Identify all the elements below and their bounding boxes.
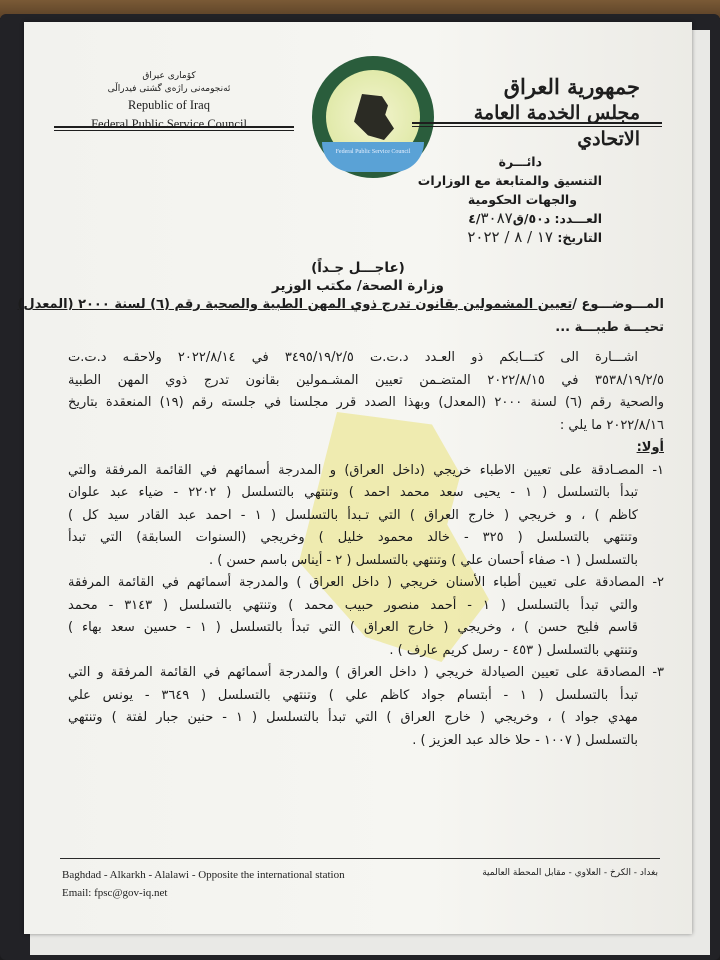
date-label: التاريخ: bbox=[557, 230, 602, 245]
item-1-line: تبدأ بالتسلسل ( ١ - يحيى سعد محمد احمد ) وتنتهي بالتسلسل ( ٢٢٠٢ - ضياء عبد علوان bbox=[68, 485, 638, 500]
english-line-1: Republic of Iraq bbox=[128, 98, 210, 112]
english-letterhead bbox=[84, 70, 254, 134]
arabic-letterhead bbox=[430, 74, 640, 152]
item-2-line: ٢- المصادقة على تعيين أطباء الأسنان خريجي ( داخل العراق ) والمدرجة أسمائهم في القائمة المرفقة bbox=[68, 575, 664, 590]
item-1-line: بالتسلسل ( ١- صفاء أحسان علي ) وتنتهي بالتسلسل ( ٢ - أيناس باسم حسن ) . bbox=[208, 552, 638, 568]
greeting: تحيـــة طيبـــة ... bbox=[555, 319, 664, 335]
department-block bbox=[342, 152, 602, 247]
subject-label: المـــوضـــوع / bbox=[572, 297, 664, 312]
item-2-line: والتي تبدأ بالتسلسل ( ١ - أحمد منصور حبيب محمد ) وتنتهي بالتسلسل ( ٣١٤٣ - محمد bbox=[68, 597, 639, 613]
letter-page bbox=[17, 22, 692, 934]
subject-line bbox=[17, 294, 664, 317]
paragraph-line: ٢٠٢٢/٨/١٦ ما يلي : bbox=[559, 417, 664, 433]
logo-band: Federal Public Service Council bbox=[322, 142, 424, 172]
urgent-label: (عاجـــل جـداً) bbox=[311, 260, 405, 276]
arabic-line-2: مجلس الخدمة العامة الاتحادي bbox=[473, 102, 640, 150]
item-3-line: بالتسلسل ( ١٠٠٧ - حلا خالد عبد العزيز ) . bbox=[412, 732, 638, 748]
kurdish-line-1: كۆمارى عيراق bbox=[142, 71, 196, 81]
footer-english bbox=[62, 866, 345, 902]
department-label: دائـــرة bbox=[498, 154, 542, 169]
recipient: وزارة الصحة/ مكتب الوزير bbox=[272, 278, 444, 294]
item-3-line: ٣- المصادقة على تعيين الصيادلة خريجي ( داخل العراق ) والمدرجة أسمائهم في القائمة المرفقة و التي bbox=[68, 665, 664, 680]
item-3-line: تبدأ بالتسلسل ( ١ - أبتسام جواد كاظم علي ) وتنتهي بالتسلسل ( ٣٦٤٩ - يونس علي bbox=[68, 687, 638, 703]
footer-email: Email: fpsc@gov-iq.net bbox=[62, 887, 168, 899]
letter-body bbox=[17, 294, 664, 752]
kurdish-line-2: ئەنجومەنى راژەى گشتى فیدراڵى bbox=[107, 84, 231, 94]
section-heading: أولا: bbox=[636, 440, 664, 455]
footer-address: Baghdad - Alkarkh - Alalawi - Opposite the international station bbox=[62, 869, 345, 881]
subject-text: تعيين المشمولين بقانون تدرج ذوي المهن الطبية والصحية رقم (٦) لسنة ٢٠٠٠ (المعدل) bbox=[17, 297, 573, 312]
paragraph-line: والصحية رقم (٦) لسنة ٢٠٠٠ (المعدل) وبهذا الصدد قرر مجلسنا في جلسته رقم (١٩) المنعقدة بتاريخ bbox=[68, 395, 664, 410]
number-handwritten: ٣٠٨٧ bbox=[480, 209, 513, 227]
footer-address-arabic: بغداد - الكرخ - العلاوي - مقابل المحطة العالمية bbox=[482, 868, 658, 878]
header-rule-right bbox=[412, 122, 662, 127]
item-1-line: ١- المصـادقة على تعيين الاطباء خريجي (داخل العراق) و المدرجة أسمائهم في القائمة المرفقة والتي bbox=[68, 462, 664, 478]
department-line-1: التنسيق والمتابعة مع الوزارات bbox=[417, 173, 602, 188]
paragraph-line: ٣٥٣٨/١٩/٢/٥ في ٢٠٢٢/٨/١٥ المتضـمن تعيين المشـمولين بقانون تدرج ذوي المهن الطبية bbox=[68, 372, 664, 388]
english-line-2: Federal Public Service Council bbox=[91, 117, 247, 131]
item-1-line: كاظم ) ، و خريجي ( خارج العراق ) التي تـبدأ بالتسلسل ( ١ - احمد عبد القادر سيد كل ) bbox=[68, 507, 638, 523]
paragraph-line: اشـــارة الى كتـــابكم ذو العـدد د.ت.ت ٣٤٩٥/١٩/٢/٥ في ٢٠٢٢/٨/١٤ ولاحقـه د.ت.ت bbox=[68, 350, 638, 365]
date-value: ١٧ / ٨ / ٢٠٢٢ bbox=[467, 228, 553, 246]
header-rule-left bbox=[54, 126, 294, 131]
number-label: العـــدد: د٥٠/ق٤/ bbox=[468, 211, 602, 226]
reference-number bbox=[342, 209, 602, 228]
letter-date bbox=[342, 228, 602, 247]
iraq-map-icon bbox=[354, 94, 394, 140]
item-2-line: قاسم فليح حسن ) ، وخريجي ( خارج العراق ) التي تبدأ بالتسلسل ( ١ - حسين سعد بهاء ) bbox=[68, 620, 638, 635]
arabic-line-1: جمهورية العراق bbox=[503, 74, 640, 99]
item-1-line: وتنتهي بالتسلسل ( ٣٢٥ - خالد محمود خليل ) وخريجي (السنوات السابقة) التي تبدأ bbox=[68, 530, 638, 545]
department-line-2: والجهات الحكومية bbox=[467, 192, 577, 207]
item-2-line: وتنتهي بالتسلسل ( ٤٥٣ - رسل كريم عارف ) . bbox=[389, 642, 638, 658]
item-3-line: مهدي جواد ) ، وخريجي ( خارج العراق ) التي تبدأ بالتسلسل ( ١ - حنين جبار لفتة ) وتنتهي bbox=[68, 710, 639, 725]
footer-rule bbox=[60, 858, 660, 859]
